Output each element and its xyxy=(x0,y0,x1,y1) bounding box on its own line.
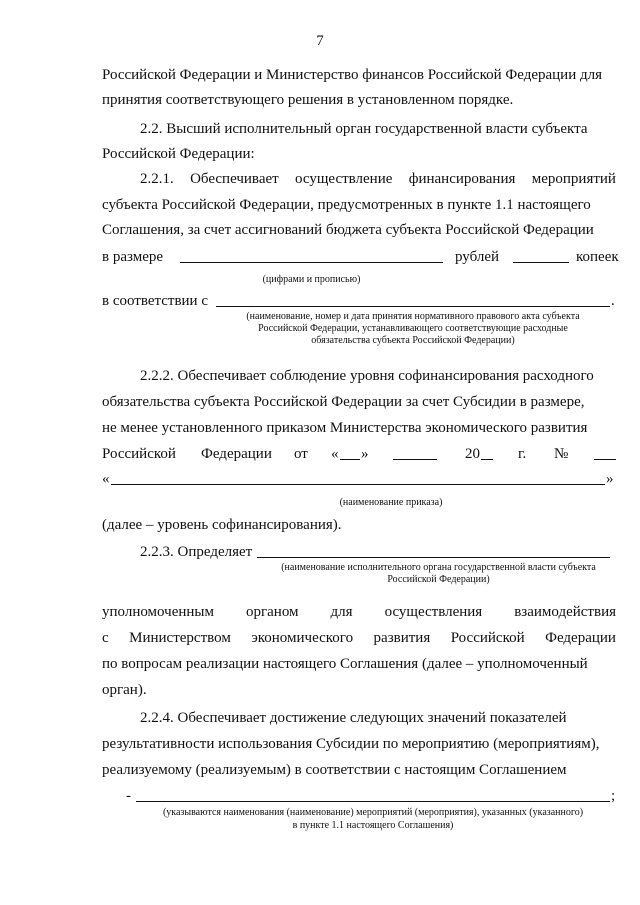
word: для xyxy=(330,604,353,620)
intro-line-1: Российской Федерации и Министерство финансов Российской Федерации для xyxy=(102,67,603,83)
word: Российской xyxy=(450,630,525,646)
order-name-caption: (наименование приказа) xyxy=(339,497,443,508)
intro-line-2: принятия соответствующего решения в установленном порядке. xyxy=(102,92,514,108)
year-prefix: 20 xyxy=(465,446,480,462)
amount-caption: (цифрами и прописью) xyxy=(262,274,361,285)
word: финансирования xyxy=(408,171,516,187)
order-word-federation: Федерации xyxy=(201,446,272,462)
section-2-2-3-prefix: 2.2.3. Определяет xyxy=(140,544,253,560)
rubles-label: рублей xyxy=(455,249,500,265)
word: осуществления xyxy=(384,604,483,620)
word: Обеспечивает xyxy=(190,171,279,187)
accordance-prefix: в соответствии с xyxy=(102,293,208,309)
section-2-2-1-line-1 xyxy=(140,170,616,188)
kopeks-field[interactable] xyxy=(513,262,569,263)
word: развития xyxy=(373,630,431,646)
section-2-2-3-line-5: орган). xyxy=(102,682,147,698)
day-open-quote: « xyxy=(331,446,339,462)
number-sign: № xyxy=(554,446,569,462)
section-2-2-1-line-3: Соглашения, за счет ассигнований бюджета субъекта Российской Федерации xyxy=(102,222,594,238)
word: с xyxy=(102,630,109,646)
word: уполномоченным xyxy=(102,604,214,620)
section-2-2-4-line-2: результативности использования Субсидии по мероприятию (мероприятиям), xyxy=(102,736,600,752)
indicator-dash: - xyxy=(126,788,131,804)
section-2-2-line-1: 2.2. Высший исполнительный орган государственной власти субъекта xyxy=(140,121,588,137)
section-2-2-4-line-3: реализуемому (реализуемым) в соответствии с настоящим Соглашением xyxy=(102,762,567,778)
section-2-2-2-line-2: обязательства субъекта Российской Федерации за счет Субсидии в размере, xyxy=(102,394,585,410)
authority-caption-1: (наименование исполнительного органа государственной власти субъекта xyxy=(281,562,596,573)
day-field[interactable] xyxy=(340,459,360,460)
legal-act-caption-1: (наименование, номер и дата принятия нормативного правового акта субъекта xyxy=(246,311,580,322)
order-word-russian: Российской xyxy=(102,446,176,462)
word: Федерации xyxy=(545,630,616,646)
word: мероприятий xyxy=(531,171,616,187)
order-number-field[interactable] xyxy=(594,459,616,460)
word: Министерством xyxy=(129,630,231,646)
year-suffix: г. xyxy=(518,446,527,462)
section-2-2-3-line-3 xyxy=(102,629,616,647)
legal-act-caption-3: обязательства субъекта Российской Федерации) xyxy=(311,335,515,346)
section-2-2-2-line-3: не менее установленного приказом Министерства экономического развития xyxy=(102,420,588,436)
section-2-2-3-line-2 xyxy=(102,603,616,621)
amount-field[interactable] xyxy=(180,262,443,263)
legal-act-field[interactable] xyxy=(216,306,610,307)
year-field[interactable] xyxy=(481,459,493,460)
indicator-semicolon: ; xyxy=(611,788,616,804)
indicator-field[interactable] xyxy=(136,801,610,802)
order-name-open-quote: « xyxy=(102,471,110,487)
order-name-field[interactable] xyxy=(111,484,605,485)
co-financing-closing: (далее – уровень софинансирования). xyxy=(102,517,342,533)
indicator-caption-1: (указываются наименования (наименование) мероприятий (мероприятия), указанных (указанного) xyxy=(162,807,584,818)
page-number: 7 xyxy=(316,33,324,49)
word: взаимодействия xyxy=(514,604,616,620)
amount-prefix: в размере xyxy=(102,249,164,265)
word: 2.2.1. xyxy=(140,171,174,187)
authority-field[interactable] xyxy=(257,557,610,558)
section-2-2-4-line-1: 2.2.4. Обеспечивает достижение следующих значений показателей xyxy=(140,710,567,726)
order-word-from: от xyxy=(294,446,308,462)
kopeks-label: копеек xyxy=(576,249,619,265)
section-2-2-1-line-2: субъекта Российской Федерации, предусмотренных в пункте 1.1 настоящего xyxy=(102,197,591,213)
section-2-2-line-2: Российской Федерации: xyxy=(102,146,255,162)
word: органом xyxy=(246,604,299,620)
section-2-2-3-line-4: по вопросам реализации настоящего Соглашения (далее – уполномоченный xyxy=(102,656,588,672)
indicator-caption-2: в пункте 1.1 настоящего Соглашения) xyxy=(292,820,454,831)
order-name-close-quote: » xyxy=(606,471,614,487)
authority-caption-2: Российской Федерации) xyxy=(387,574,490,585)
section-2-2-2-line-1: 2.2.2. Обеспечивает соблюдение уровня софинансирования расходного xyxy=(140,368,594,384)
word: осуществление xyxy=(295,171,393,187)
accordance-period: . xyxy=(611,293,615,309)
word: экономического xyxy=(251,630,354,646)
month-field[interactable] xyxy=(393,459,437,460)
day-close-quote: » xyxy=(361,446,369,462)
legal-act-caption-2: Российской Федерации, устанавливающего соответствующие расходные xyxy=(258,323,568,334)
